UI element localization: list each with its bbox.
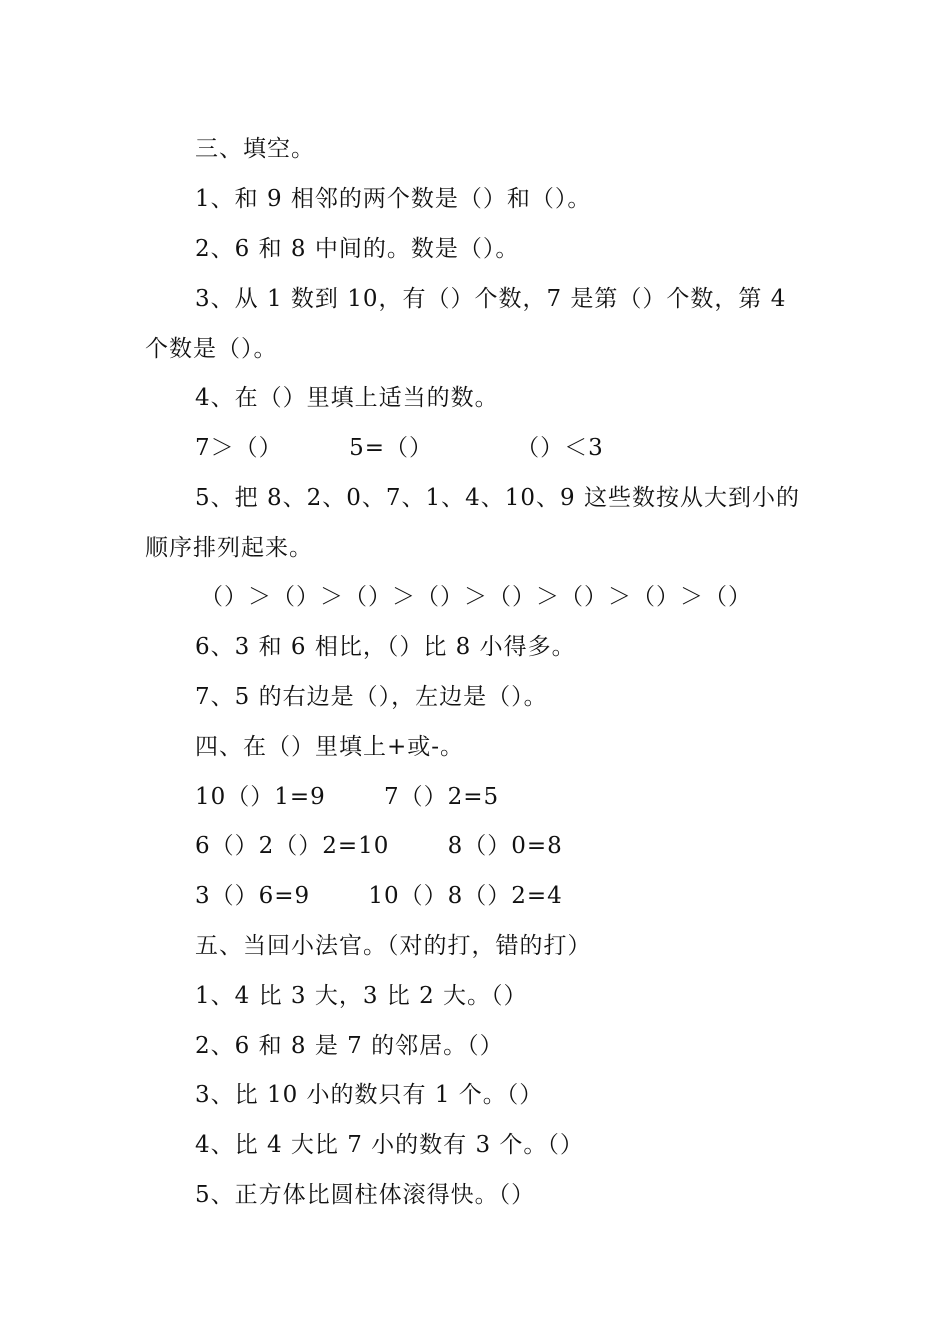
fill-blank-question-1: 1、和 9 相邻的两个数是（）和（）。 [195, 186, 592, 212]
fill-blank-question-4-items: 7＞（） 5=（） （）＜3 [195, 435, 604, 461]
operator-row-1: 10（）1=9 7（）2=5 [195, 784, 500, 810]
operator-row-3: 3（）6=9 10（）8（）2=4 [195, 883, 563, 909]
judge-question-5: 5、正方体比圆柱体滚得快。（） [195, 1182, 536, 1208]
section-5-heading: 五、当回小法官。（对的打，错的打） [195, 933, 592, 959]
judge-question-1: 1、4 比 3 大，3 比 2 大。（） [195, 983, 528, 1009]
fill-blank-question-3-line-1: 3、从 1 数到 10，有（）个数，7 是第（）个数，第 4 [195, 286, 787, 312]
fill-blank-question-2: 2、6 和 8 中间的。数是（）。 [195, 236, 520, 262]
section-4-heading: 四、在（）里填上+或-。 [195, 734, 465, 760]
section-3-heading: 三、填空。 [195, 136, 315, 162]
fill-blank-question-5-line-1: 5、把 8、2、0、7、1、4、10、9 这些数按从大到小的 [195, 485, 800, 511]
judge-question-2: 2、6 和 8 是 7 的邻居。（） [195, 1033, 504, 1059]
judge-question-3: 3、比 10 小的数只有 1 个。（） [195, 1082, 544, 1108]
fill-blank-question-3-line-2: 个数是（）。 [145, 336, 278, 362]
fill-blank-question-6: 6、3 和 6 相比，（）比 8 小得多。 [195, 634, 576, 660]
fill-blank-question-7: 7、5 的右边是（），左边是（）。 [195, 684, 548, 710]
fill-blank-question-5-blanks: （）＞（）＞（）＞（）＞（）＞（）＞（）＞（） [200, 584, 752, 610]
judge-question-4: 4、比 4 大比 7 小的数有 3 个。（） [195, 1132, 584, 1158]
operator-row-2: 6（）2（）2=10 8（）0=8 [195, 833, 563, 859]
fill-blank-question-4: 4、在（）里填上适当的数。 [195, 385, 499, 411]
fill-blank-question-5-line-2: 顺序排列起来。 [145, 535, 313, 561]
